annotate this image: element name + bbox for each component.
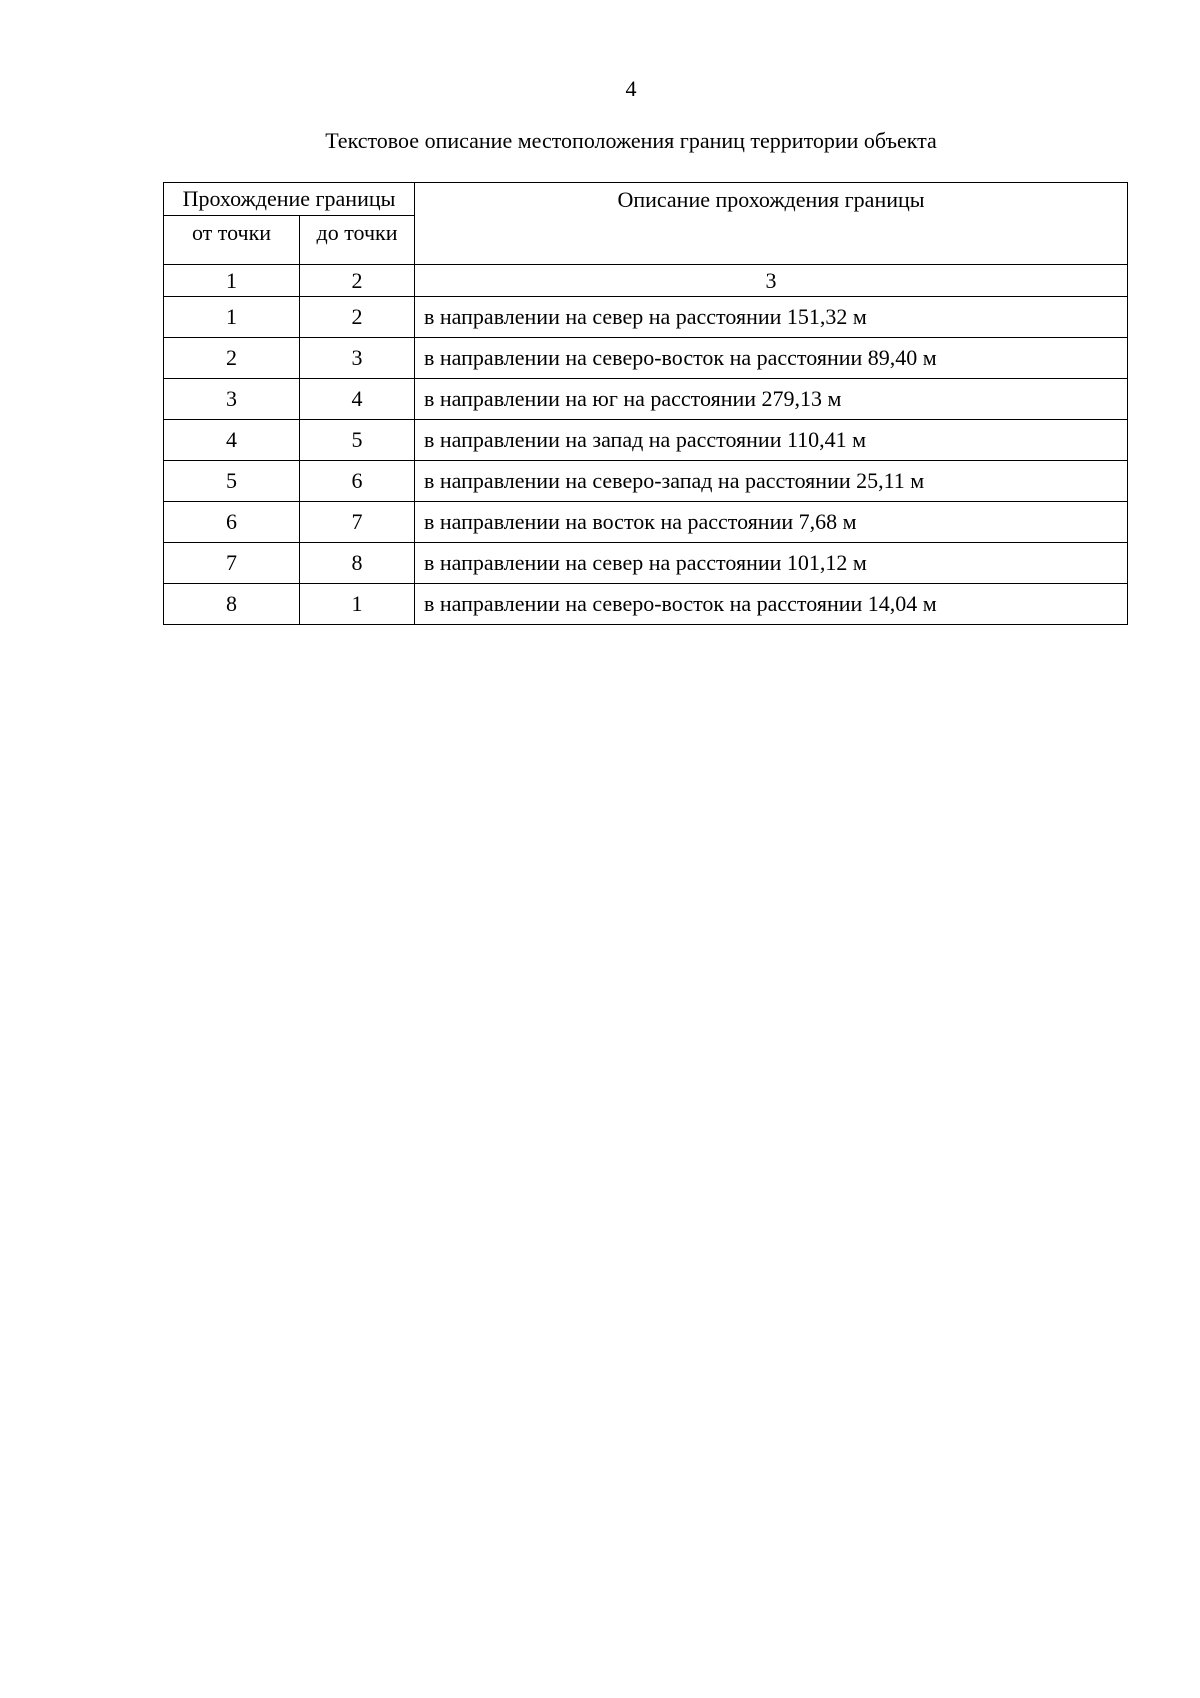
table-row: [164, 420, 1128, 461]
cell-description: в направлении на север на расстоянии 101,12 м: [415, 543, 1128, 584]
cell-description: в направлении на север на расстоянии 151,32 м: [415, 297, 1128, 338]
cell-to-point: 1: [300, 584, 415, 625]
cell-description: в направлении на восток на расстоянии 7,68 м: [415, 502, 1128, 543]
header-from-point: от точки: [164, 216, 300, 265]
table-body: [164, 265, 1128, 625]
header-boundary-passage: Прохождение границы: [164, 183, 415, 216]
cell-to-point: 7: [300, 502, 415, 543]
column-number: 3: [415, 265, 1128, 297]
cell-to-point: 6: [300, 461, 415, 502]
cell-description: в направлении на северо-восток на расстоянии 14,04 м: [415, 584, 1128, 625]
table-row: [164, 297, 1128, 338]
page-number: 4: [625, 76, 637, 101]
cell-from-point: 7: [164, 543, 300, 584]
cell-from-point: 5: [164, 461, 300, 502]
header-to-point: до точки: [300, 216, 415, 265]
cell-description: в направлении на северо-восток на расстоянии 89,40 м: [415, 338, 1128, 379]
cell-from-point: 6: [164, 502, 300, 543]
cell-from-point: 1: [164, 297, 300, 338]
header-description: Описание прохождения границы: [415, 183, 1128, 265]
cell-from-point: 3: [164, 379, 300, 420]
table-row: [164, 338, 1128, 379]
cell-from-point: 4: [164, 420, 300, 461]
cell-to-point: 8: [300, 543, 415, 584]
cell-to-point: 4: [300, 379, 415, 420]
table-row: [164, 584, 1128, 625]
column-number: 2: [300, 265, 415, 297]
table-row: [164, 502, 1128, 543]
table-row: [164, 461, 1128, 502]
column-number: 1: [164, 265, 300, 297]
cell-to-point: 2: [300, 297, 415, 338]
boundary-description-table: [163, 182, 1128, 625]
cell-description: в направлении на северо-запад на расстоянии 25,11 м: [415, 461, 1128, 502]
column-number-row: [164, 265, 1128, 297]
cell-description: в направлении на юг на расстоянии 279,13 м: [415, 379, 1128, 420]
cell-to-point: 5: [300, 420, 415, 461]
cell-description: в направлении на запад на расстоянии 110,41 м: [415, 420, 1128, 461]
cell-from-point: 2: [164, 338, 300, 379]
cell-to-point: 3: [300, 338, 415, 379]
table-row: [164, 379, 1128, 420]
table-row: [164, 543, 1128, 584]
document-title: Текстовое описание местоположения границ территории объекта: [325, 128, 937, 153]
cell-from-point: 8: [164, 584, 300, 625]
